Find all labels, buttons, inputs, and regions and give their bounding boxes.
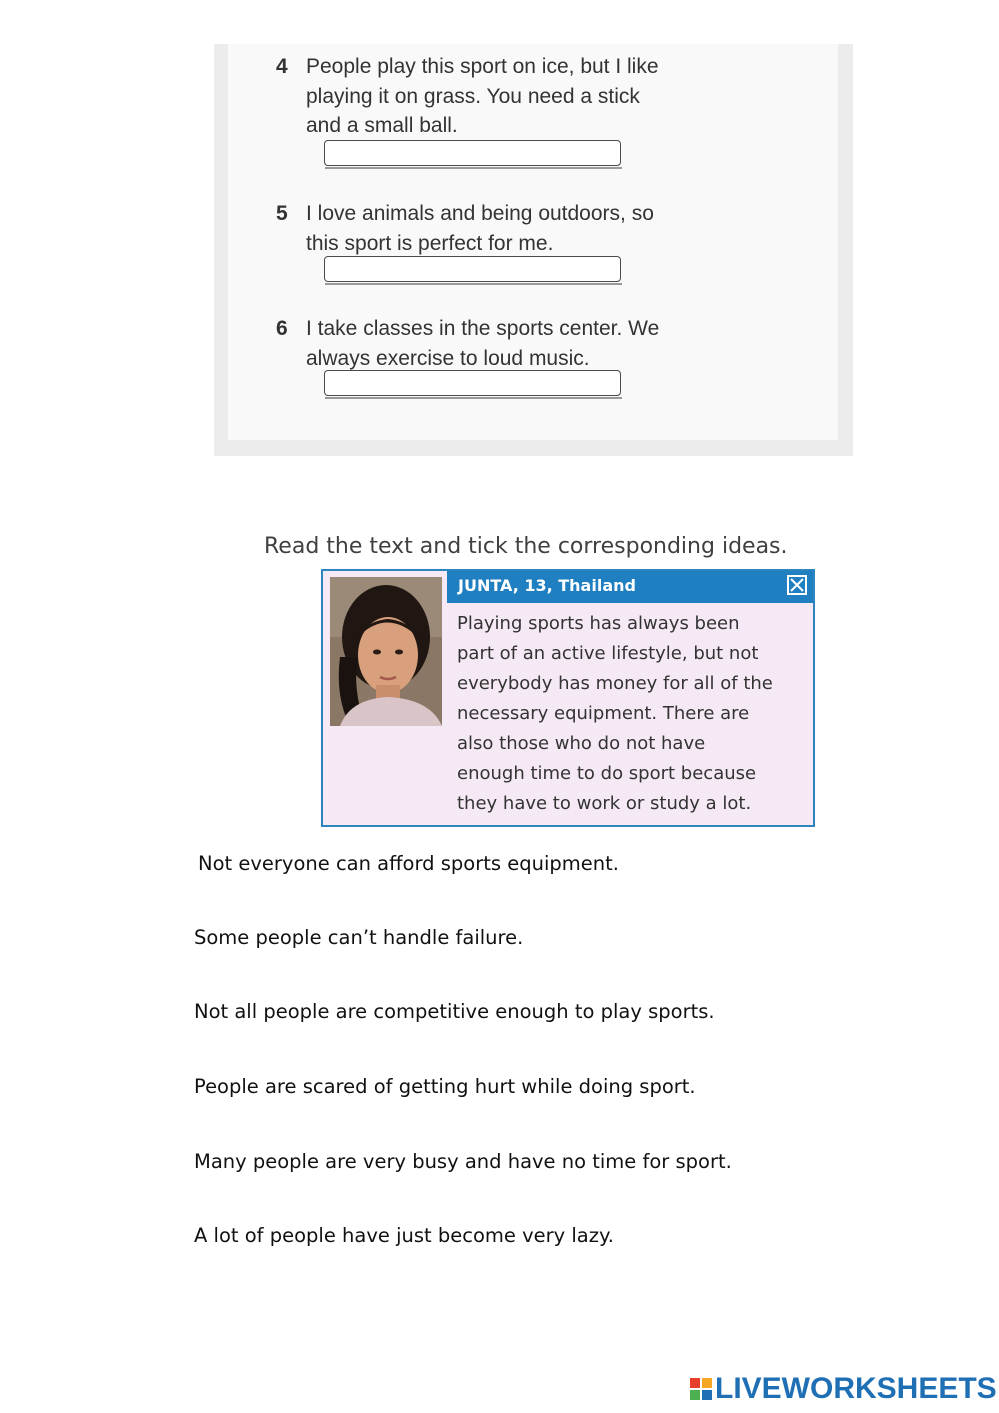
statement-item[interactable]: A lot of people have just become very lazy. bbox=[194, 1224, 614, 1247]
statement-item[interactable]: Not all people are competitive enough to play sports. bbox=[194, 1000, 715, 1023]
answer-input-4[interactable] bbox=[324, 140, 621, 166]
statement-item[interactable]: People are scared of getting hurt while doing sport. bbox=[194, 1075, 696, 1098]
question-5 bbox=[276, 199, 786, 258]
question-line: I love animals and being outdoors, so bbox=[306, 202, 654, 225]
question-line: always exercise to loud music. bbox=[306, 346, 590, 370]
question-line: playing it on grass. You need a stick bbox=[306, 84, 640, 108]
card-line: everybody has money for all of the bbox=[457, 673, 773, 694]
question-line: this sport is perfect for me. bbox=[306, 231, 554, 255]
close-button[interactable] bbox=[787, 575, 807, 595]
card-header bbox=[447, 571, 813, 603]
close-icon bbox=[789, 577, 805, 593]
question-line: and a small ball. bbox=[306, 114, 458, 137]
profile-card bbox=[321, 569, 815, 827]
card-line: they have to work or study a lot. bbox=[457, 793, 752, 814]
card-line: also those who do not have bbox=[457, 733, 706, 754]
question-number: 6 bbox=[276, 317, 288, 340]
profile-photo bbox=[330, 577, 442, 726]
answer-input-6[interactable] bbox=[324, 370, 621, 396]
statement-item[interactable]: Not everyone can afford sports equipment. bbox=[198, 852, 619, 875]
question-line: People play this sport on ice, but I like bbox=[306, 55, 659, 78]
card-name: JUNTA, 13, Thailand bbox=[458, 576, 636, 595]
question-line: I take classes in the sports center. We bbox=[306, 317, 660, 340]
question-number: 5 bbox=[276, 202, 288, 225]
statement-item[interactable]: Some people can’t handle failure. bbox=[194, 926, 524, 949]
girl-portrait-icon bbox=[330, 577, 442, 726]
exercise-panel bbox=[214, 44, 853, 456]
liveworksheets-logo bbox=[690, 1373, 997, 1405]
card-line: necessary equipment. There are bbox=[457, 703, 750, 724]
question-number: 4 bbox=[276, 55, 288, 78]
answer-input-5[interactable] bbox=[324, 256, 621, 282]
question-4 bbox=[276, 52, 786, 141]
statement-item[interactable]: Many people are very busy and have no time for sport. bbox=[194, 1150, 732, 1173]
card-line: part of an active lifestyle, but not bbox=[457, 643, 759, 664]
question-6 bbox=[276, 314, 786, 373]
liveworksheets-logo-icon bbox=[690, 1378, 712, 1400]
exercise-panel-inner bbox=[228, 44, 838, 440]
card-line: enough time to do sport because bbox=[457, 763, 757, 784]
logo-text: LIVEWORKSHEETS bbox=[715, 1372, 997, 1405]
card-body bbox=[457, 609, 807, 819]
card-line: Playing sports has always been bbox=[457, 613, 740, 634]
instruction-text: Read the text and tick the corresponding ideas. bbox=[264, 534, 788, 559]
